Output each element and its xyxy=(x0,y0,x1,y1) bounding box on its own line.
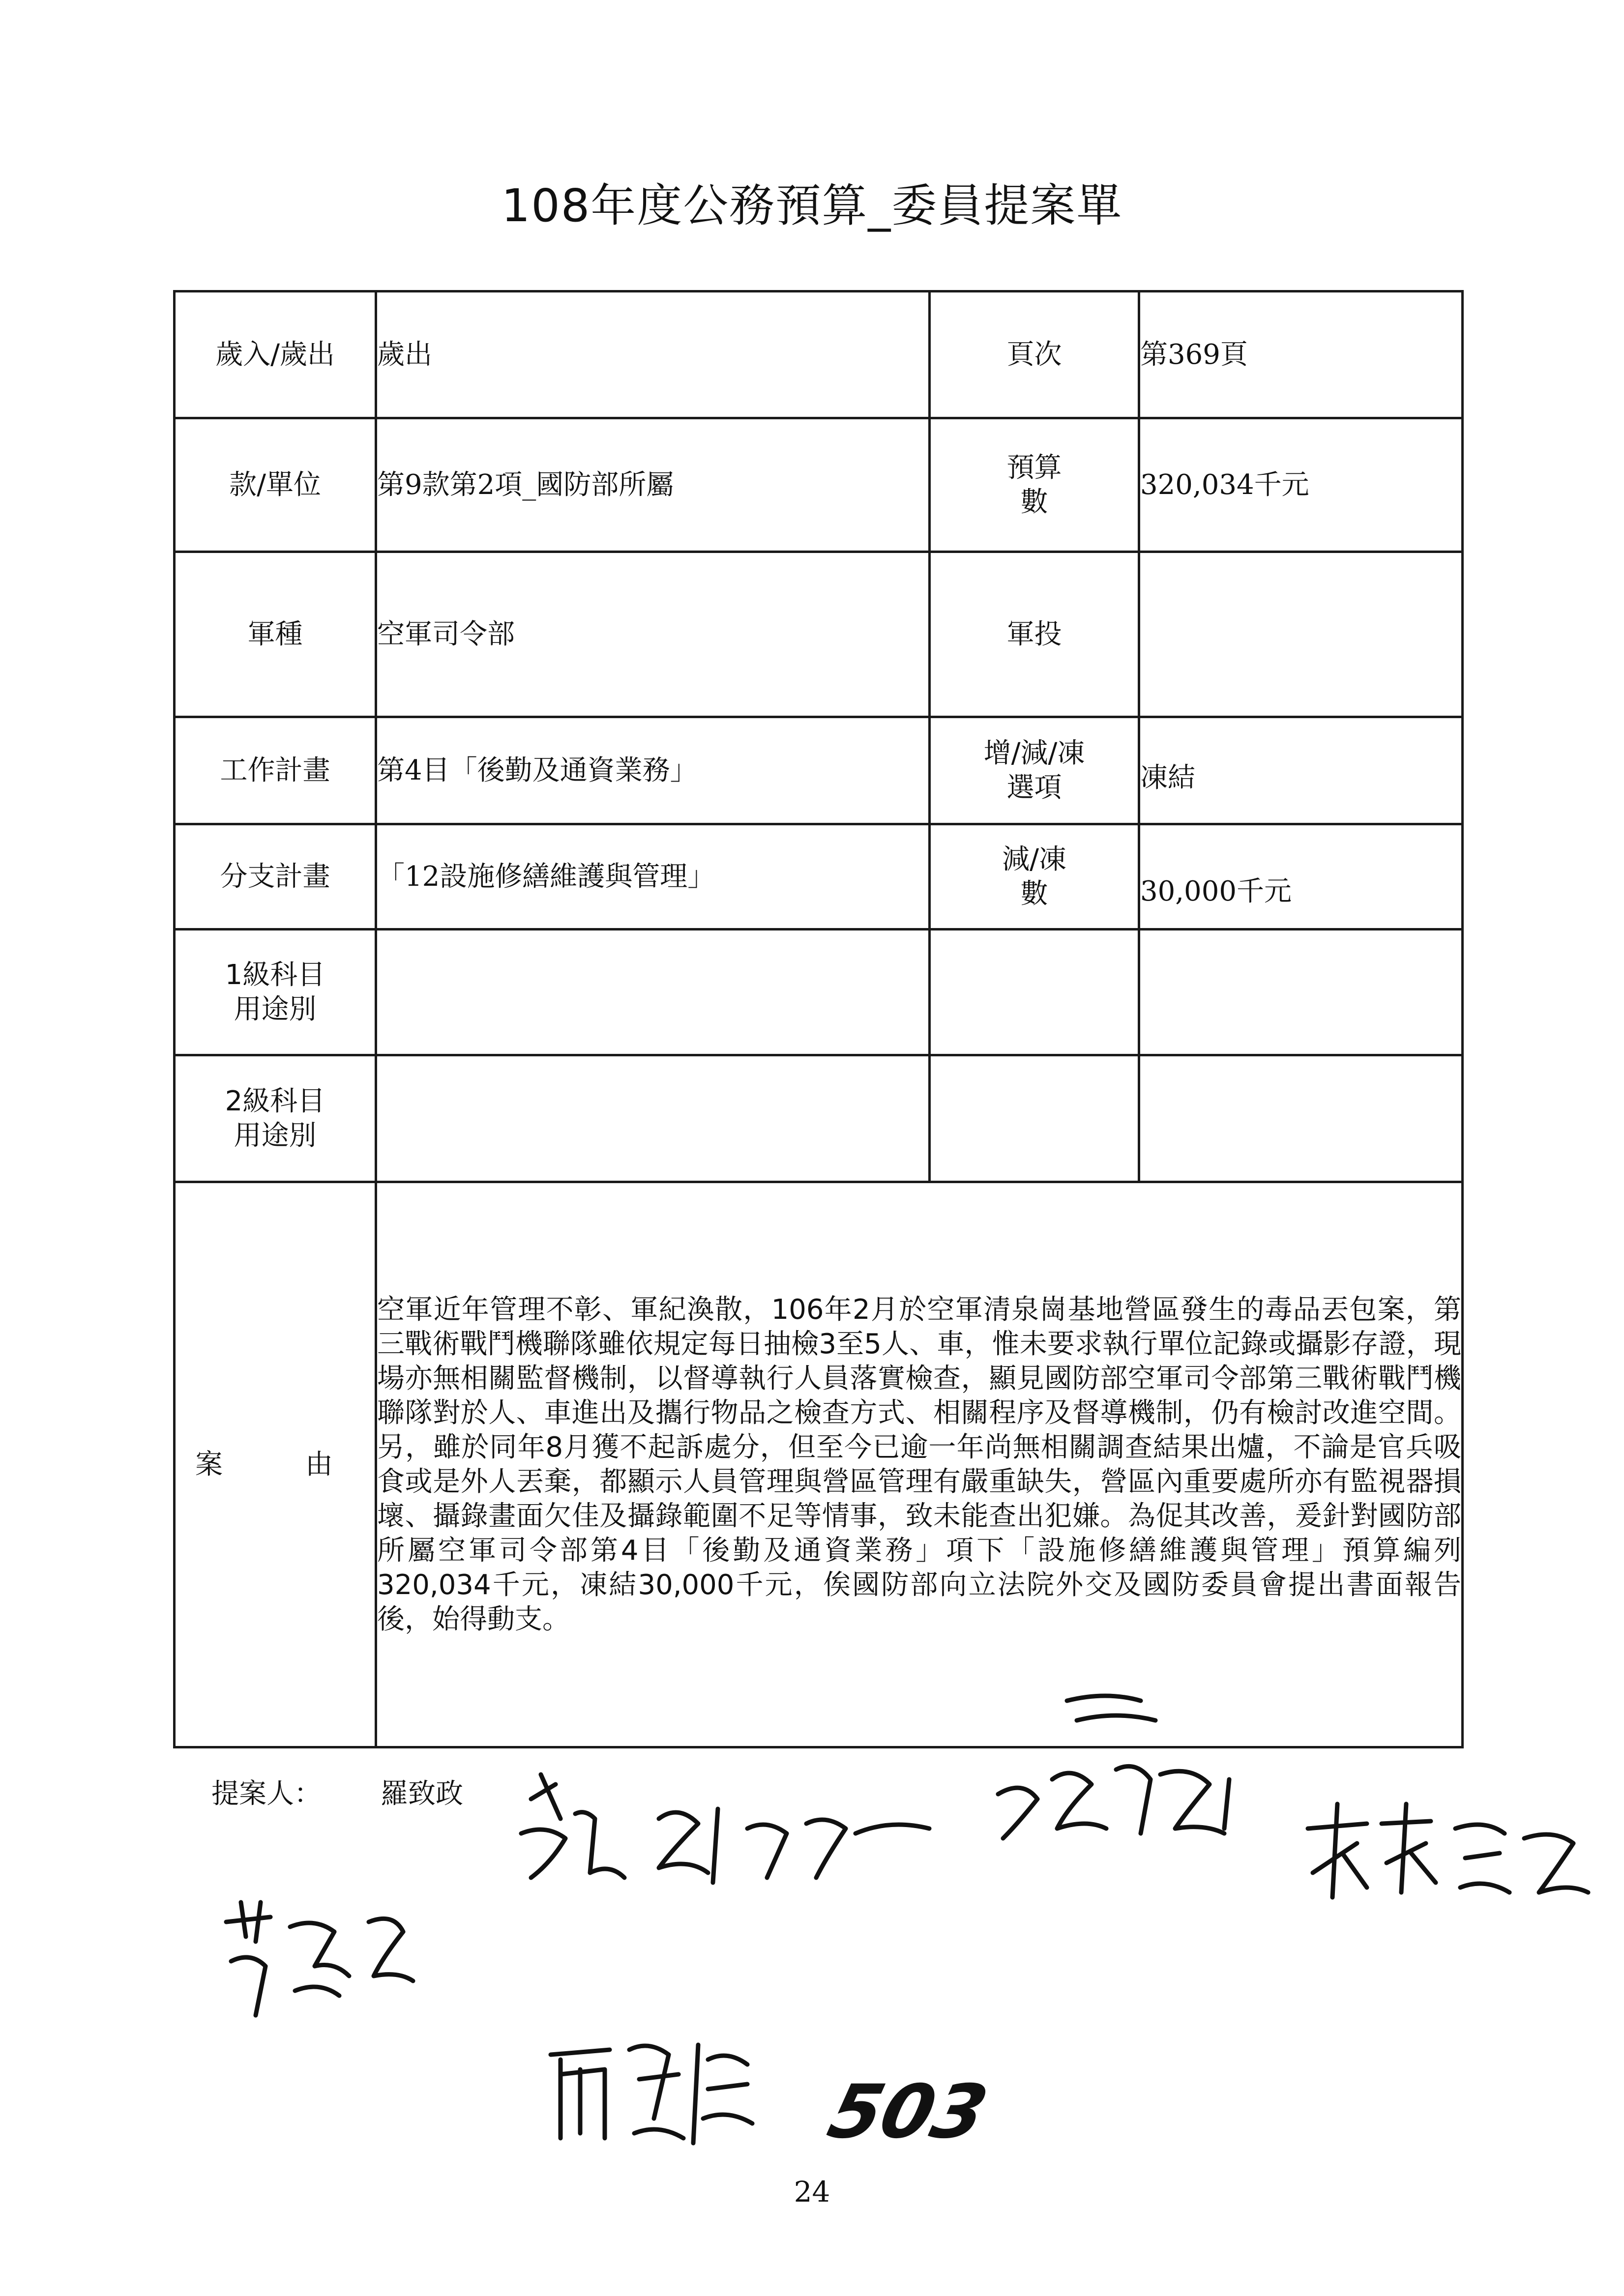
label-adjust-option-line2: 選項 xyxy=(1006,771,1062,804)
page-number: 24 xyxy=(794,2175,830,2209)
label-reduce-freeze-line1: 減/凍 xyxy=(1002,843,1066,875)
value-section-unit: 第9款第2項_國防部所屬 xyxy=(376,418,930,552)
value-level2-right xyxy=(1139,1055,1463,1182)
label-budget-amount-line2: 數 xyxy=(1020,486,1048,518)
label-revenue-expense: 歲入/歲出 xyxy=(175,291,376,418)
value-adjust-option: 凍結 xyxy=(1139,717,1463,824)
label-level2-account xyxy=(175,1055,376,1182)
label-reason-char2: 由 xyxy=(305,1448,333,1481)
label-branch-plan: 分支計畫 xyxy=(175,824,376,930)
label-level1-line2: 用途別 xyxy=(234,993,317,1025)
label-adjust-option-line1: 增/減/凍 xyxy=(983,737,1085,769)
row-revenue-expense xyxy=(175,291,1463,418)
value-branch-plan: 「12設施修繕維護與管理」 xyxy=(376,824,930,930)
label-budget-amount xyxy=(930,418,1139,552)
value-military-investment xyxy=(1139,552,1463,717)
value-page: 第369頁 xyxy=(1139,291,1463,418)
row-level1-account xyxy=(175,930,1463,1055)
label-page: 頁次 xyxy=(930,291,1139,418)
proposer xyxy=(211,1772,463,1811)
value-level2-account xyxy=(376,1055,930,1182)
row-reason xyxy=(175,1182,1463,1747)
label-budget-amount-line1: 預算 xyxy=(1006,451,1062,484)
label-service: 軍種 xyxy=(175,552,376,717)
value-level1-right xyxy=(1139,930,1463,1055)
proposer-label: 提案人： xyxy=(211,1778,322,1810)
label-level2-right xyxy=(930,1055,1139,1182)
value-level1-account xyxy=(376,930,930,1055)
value-revenue-expense: 歲出 xyxy=(376,291,930,418)
label-reduce-freeze-line2: 數 xyxy=(1020,877,1048,910)
handwritten-number: 503 xyxy=(820,2069,996,2155)
value-service: 空軍司令部 xyxy=(376,552,930,717)
value-reduce-freeze-amount: 30,000千元 xyxy=(1139,824,1463,930)
signature-2 xyxy=(993,1681,1288,1848)
value-work-plan: 第4目「後勤及通資業務」 xyxy=(376,717,930,824)
row-branch-plan xyxy=(175,824,1463,930)
row-section-unit xyxy=(175,418,1463,552)
label-reason xyxy=(175,1182,376,1747)
label-level1-right xyxy=(930,930,1139,1055)
value-budget-amount: 320,034千元 xyxy=(1139,418,1463,552)
signature-5 xyxy=(541,2020,767,2158)
row-work-plan xyxy=(175,717,1463,824)
label-work-plan: 工作計畫 xyxy=(175,717,376,824)
label-adjust-option xyxy=(930,717,1139,824)
document-title: 108年度公務預算_委員提案單 xyxy=(501,179,1123,232)
signature-1 xyxy=(511,1765,934,1912)
label-level2-line2: 用途別 xyxy=(234,1119,317,1152)
label-level1-line1: 1級科目 xyxy=(225,959,325,991)
label-level2-line1: 2級科目 xyxy=(225,1085,325,1117)
label-section-unit: 款/單位 xyxy=(175,418,376,552)
row-service xyxy=(175,552,1463,717)
label-level1-account xyxy=(175,930,376,1055)
reason-text: 空軍近年管理不彰、軍紀渙散，106年2月於空軍清泉崗基地營區發生的毒品丟包案，第三戰術戰鬥機聯隊雖依規定每日抽檢3至5人、車，惟未要求執行單位記錄或攝影存證，現場亦無相關監督機制，以督導執行人員落實檢查，顯見國防部空軍司令部第三戰術戰鬥機聯隊對於人、車進出及攜行物品之檢查方式、相關程序及督導機制，仍有檢討改進空間。另，雖於同年8月獲不起訴處分，但至今已逾一年尚無相關調查結果出爐，不論是官兵吸食或是外人丟棄，都顯示人員管理與營區管理有嚴重缺失，營區內重要處所亦有監視器損壞、攝錄畫面欠佳及攝錄範圍不足等情事，致未能查出犯嫌。為促其改善，爰針對國防部所屬空軍司令部第4目「後勤及通資業務」項下「設施修繕維護與管理」預算編列320,034千元，凍結30,000千元，俟國防部向立法院外交及國防委員會提出書面報告後，始得動支。 xyxy=(376,1182,1463,1747)
proposer-name: 羅致政 xyxy=(381,1778,463,1810)
label-reason-char1: 案 xyxy=(195,1448,223,1481)
row-level2-account xyxy=(175,1055,1463,1182)
label-military-investment: 軍投 xyxy=(930,552,1139,717)
proposal-form-table xyxy=(173,290,1464,1748)
label-reduce-freeze-amount xyxy=(930,824,1139,930)
signature-4 xyxy=(216,1892,423,2020)
signature-3 xyxy=(1298,1799,1593,1907)
